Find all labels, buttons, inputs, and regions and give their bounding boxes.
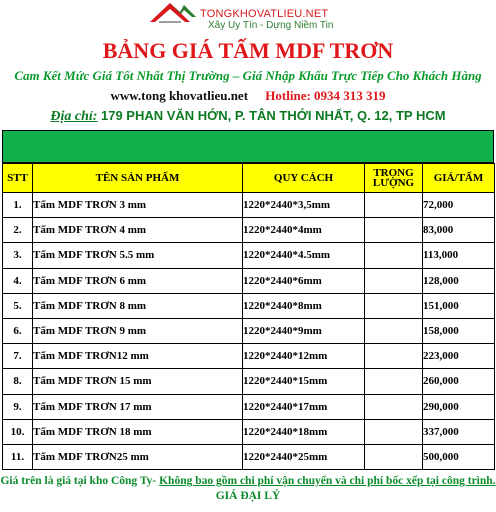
cell-stt: 10.: [3, 419, 33, 444]
cell-price: 83,000: [423, 218, 495, 243]
logo-tagline: Xây Uy Tín - Dựng Niềm Tin: [208, 20, 334, 31]
cell-spec: 1220*2440*18mm: [243, 419, 365, 444]
cell-spec: 1220*2440*4mm: [243, 218, 365, 243]
cell-name: Tấm MDF TRƠN 17 mm: [33, 394, 243, 419]
cell-price: 128,000: [423, 268, 495, 293]
cell-name: Tấm MDF TRƠN25 mm: [33, 444, 243, 469]
cell-stt: 1.: [3, 193, 33, 218]
cell-name: Tấm MDF TRƠN 9 mm: [33, 318, 243, 343]
col-header-stt: STT: [3, 164, 33, 193]
table-row: [3, 419, 495, 444]
footer-note-part3: GIÁ ĐẠI LÝ: [215, 490, 281, 502]
cell-weight: [365, 419, 423, 444]
cell-price: 500,000: [423, 444, 495, 469]
address-line: [0, 108, 496, 125]
cell-weight: [365, 318, 423, 343]
table-row: [3, 243, 495, 268]
cell-stt: 2.: [3, 218, 33, 243]
cell-price: 113,000: [423, 243, 495, 268]
table-row: [3, 268, 495, 293]
cell-weight: [365, 369, 423, 394]
cell-spec: 1220*2440*3,5mm: [243, 193, 365, 218]
cell-price: 151,000: [423, 293, 495, 318]
cell-name: Tấm MDF TRƠN 6 mm: [33, 268, 243, 293]
cell-price: 337,000: [423, 419, 495, 444]
cell-stt: 9.: [3, 394, 33, 419]
table-row: [3, 218, 495, 243]
cell-weight: [365, 293, 423, 318]
table-row: [3, 293, 495, 318]
cell-price: 223,000: [423, 344, 495, 369]
col-header-spec: QUY CÁCH: [243, 164, 365, 193]
cell-name: Tấm MDF TRƠN 3 mm: [33, 193, 243, 218]
cell-weight: [365, 344, 423, 369]
cell-name: Tấm MDF TRƠN 8 mm: [33, 293, 243, 318]
cell-stt: 3.: [3, 243, 33, 268]
cell-stt: 4.: [3, 268, 33, 293]
page-subtitle: Cam Kết Mức Giá Tốt Nhất Thị Trường – Giá Nhập Khẩu Trực Tiếp Cho Khách Hàng: [14, 68, 482, 83]
cell-stt: 7.: [3, 344, 33, 369]
address-label: Địa chỉ:: [50, 109, 98, 124]
cell-stt: 6.: [3, 318, 33, 343]
brand-logo[interactable]: [148, 0, 368, 36]
cell-weight: [365, 268, 423, 293]
cell-stt: 11.: [3, 444, 33, 469]
page-title: BẢNG GIÁ TẤM MDF TRƠN: [102, 38, 394, 63]
cell-name: Tấm MDF TRƠN 15 mm: [33, 369, 243, 394]
green-band: [2, 130, 494, 163]
table-row: [3, 344, 495, 369]
col-header-price: GIÁ/TẤM: [423, 164, 495, 193]
table-row: [3, 394, 495, 419]
house-roof-icon: [148, 0, 208, 34]
price-table: [2, 163, 495, 470]
cell-weight: [365, 218, 423, 243]
table-header-row: [3, 164, 495, 193]
cell-name: Tấm MDF TRƠN 18 mm: [33, 419, 243, 444]
cell-price: 158,000: [423, 318, 495, 343]
cell-price: 260,000: [423, 369, 495, 394]
cell-weight: [365, 444, 423, 469]
hotline-text[interactable]: Hotline: 0934 313 319: [265, 88, 386, 103]
table-row: [3, 444, 495, 469]
table-body: [3, 193, 495, 470]
cell-spec: 1220*2440*6mm: [243, 268, 365, 293]
cell-stt: 5.: [3, 293, 33, 318]
contact-line: [0, 88, 496, 104]
footer-note-part1: Giá trên là giá tại kho Công Ty-: [0, 475, 157, 487]
col-header-weight: TRỌNG LƯỢNG: [365, 164, 423, 193]
cell-name: Tấm MDF TRƠN 5.5 mm: [33, 243, 243, 268]
cell-name: Tấm MDF TRƠN 4 mm: [33, 218, 243, 243]
footer-note: [0, 474, 496, 504]
cell-spec: 1220*2440*25mm: [243, 444, 365, 469]
cell-price: 72,000: [423, 193, 495, 218]
cell-weight: [365, 394, 423, 419]
cell-spec: 1220*2440*4.5mm: [243, 243, 365, 268]
cell-spec: 1220*2440*17mm: [243, 394, 365, 419]
website-link[interactable]: www.tong khovatlieu.net: [110, 88, 249, 103]
cell-spec: 1220*2440*9mm: [243, 318, 365, 343]
table-row: [3, 369, 495, 394]
footer-note-part2: Không bao gồm chi phí vận chuyển và chi phí bốc xếp tại công trình.: [159, 475, 496, 487]
cell-spec: 1220*2440*8mm: [243, 293, 365, 318]
cell-price: 290,000: [423, 394, 495, 419]
cell-spec: 1220*2440*12mm: [243, 344, 365, 369]
logo-name: TONGKHOVATLIEU.NET: [200, 8, 329, 20]
cell-stt: 8.: [3, 369, 33, 394]
cell-spec: 1220*2440*15mm: [243, 369, 365, 394]
table-row: [3, 318, 495, 343]
table-row: [3, 193, 495, 218]
page-header: [0, 0, 496, 130]
cell-name: Tấm MDF TRƠN12 mm: [33, 344, 243, 369]
cell-weight: [365, 243, 423, 268]
address-value: 179 PHAN VĂN HỚN, P. TÂN THỚI NHẤT, Q. 12, TP HCM: [100, 108, 446, 123]
col-header-name: TÊN SẢN PHẨM: [33, 164, 243, 193]
cell-weight: [365, 193, 423, 218]
